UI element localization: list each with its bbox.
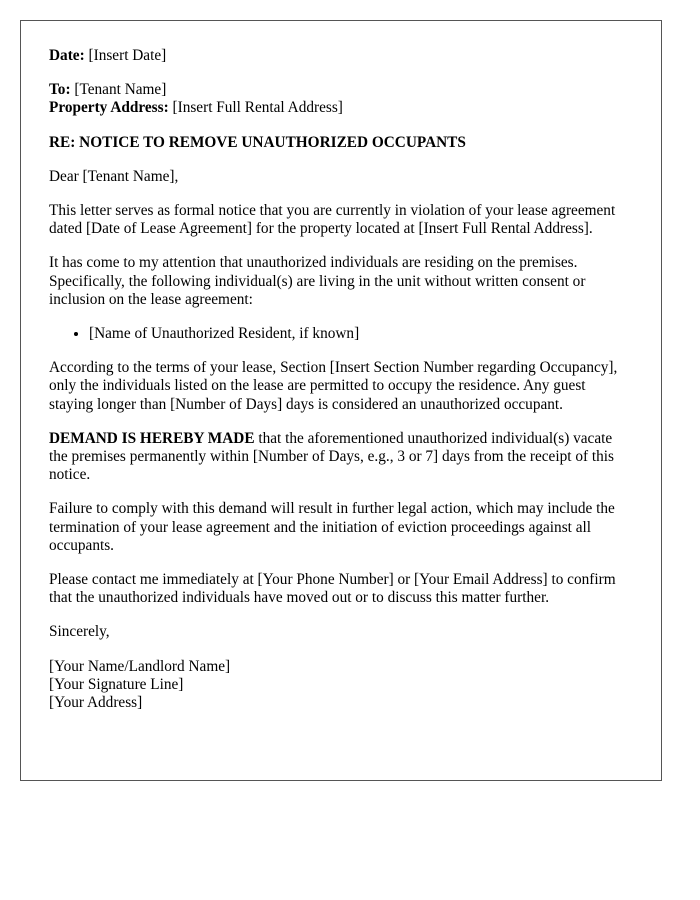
property-address-label: Property Address:	[49, 99, 169, 117]
signature-block	[49, 658, 633, 713]
property-address-line	[49, 99, 633, 117]
property-address-value: [Insert Full Rental Address]	[172, 99, 343, 117]
demand-text: that the aforementioned unauthorized individual(s) vacate the premises permanently within [Number of Days, e.g., 3 or 7] days from the receipt of this notice.	[49, 429, 614, 484]
recipient-label: To:	[49, 81, 71, 99]
letter-document	[20, 20, 662, 781]
recipient-value: [Tenant Name]	[74, 81, 167, 99]
signature-name: [Your Name/Landlord Name]	[49, 657, 231, 675]
recipient-line	[49, 81, 633, 99]
subject-line: RE: NOTICE TO REMOVE UNAUTHORIZED OCCUPANTS	[49, 133, 466, 151]
signature-line: [Your Signature Line]	[49, 675, 184, 693]
demand-emphasis: DEMAND IS HEREBY MADE	[49, 429, 255, 447]
salutation: Dear [Tenant Name],	[49, 167, 179, 185]
date-value: [Insert Date]	[88, 47, 167, 64]
paragraph-demand	[49, 430, 633, 485]
paragraph-legal-action: Failure to comply with this demand will result in further legal action, which may include the termination of your lease agreement and the initiation of eviction proceedings against all occupants.	[49, 500, 615, 554]
closing: Sincerely,	[49, 623, 110, 641]
paragraph-unauthorized-residents: It has come to my attention that unauthorized individuals are residing on the premises. Specifically, the following individual(s) are living in the unit without written consent or inclusion on the lease agreement:	[49, 254, 586, 308]
date-line	[49, 47, 633, 65]
list-item: • [Name of Unauthorized Resident, if known]	[89, 325, 633, 343]
paragraph-violation-notice: This letter serves as formal notice that you are currently in violation of your lease agreement dated [Date of Lease Agreement] for the property located at [Insert Full Rental Address].	[49, 202, 616, 238]
date-label: Date:	[49, 47, 85, 64]
signature-address: [Your Address]	[49, 694, 143, 712]
occupant-list	[49, 325, 633, 343]
paragraph-lease-terms: According to the terms of your lease, Section [Insert Section Number regarding Occupancy], only the individuals listed on the lease are permitted to occupy the residence. Any guest staying longer than [Number of Days] days is considered an unauthorized occupant.	[49, 359, 618, 413]
paragraph-contact: Please contact me immediately at [Your Phone Number] or [Your Email Address] to confirm that the unauthorized individuals have moved out or to discuss this matter further.	[49, 571, 616, 607]
